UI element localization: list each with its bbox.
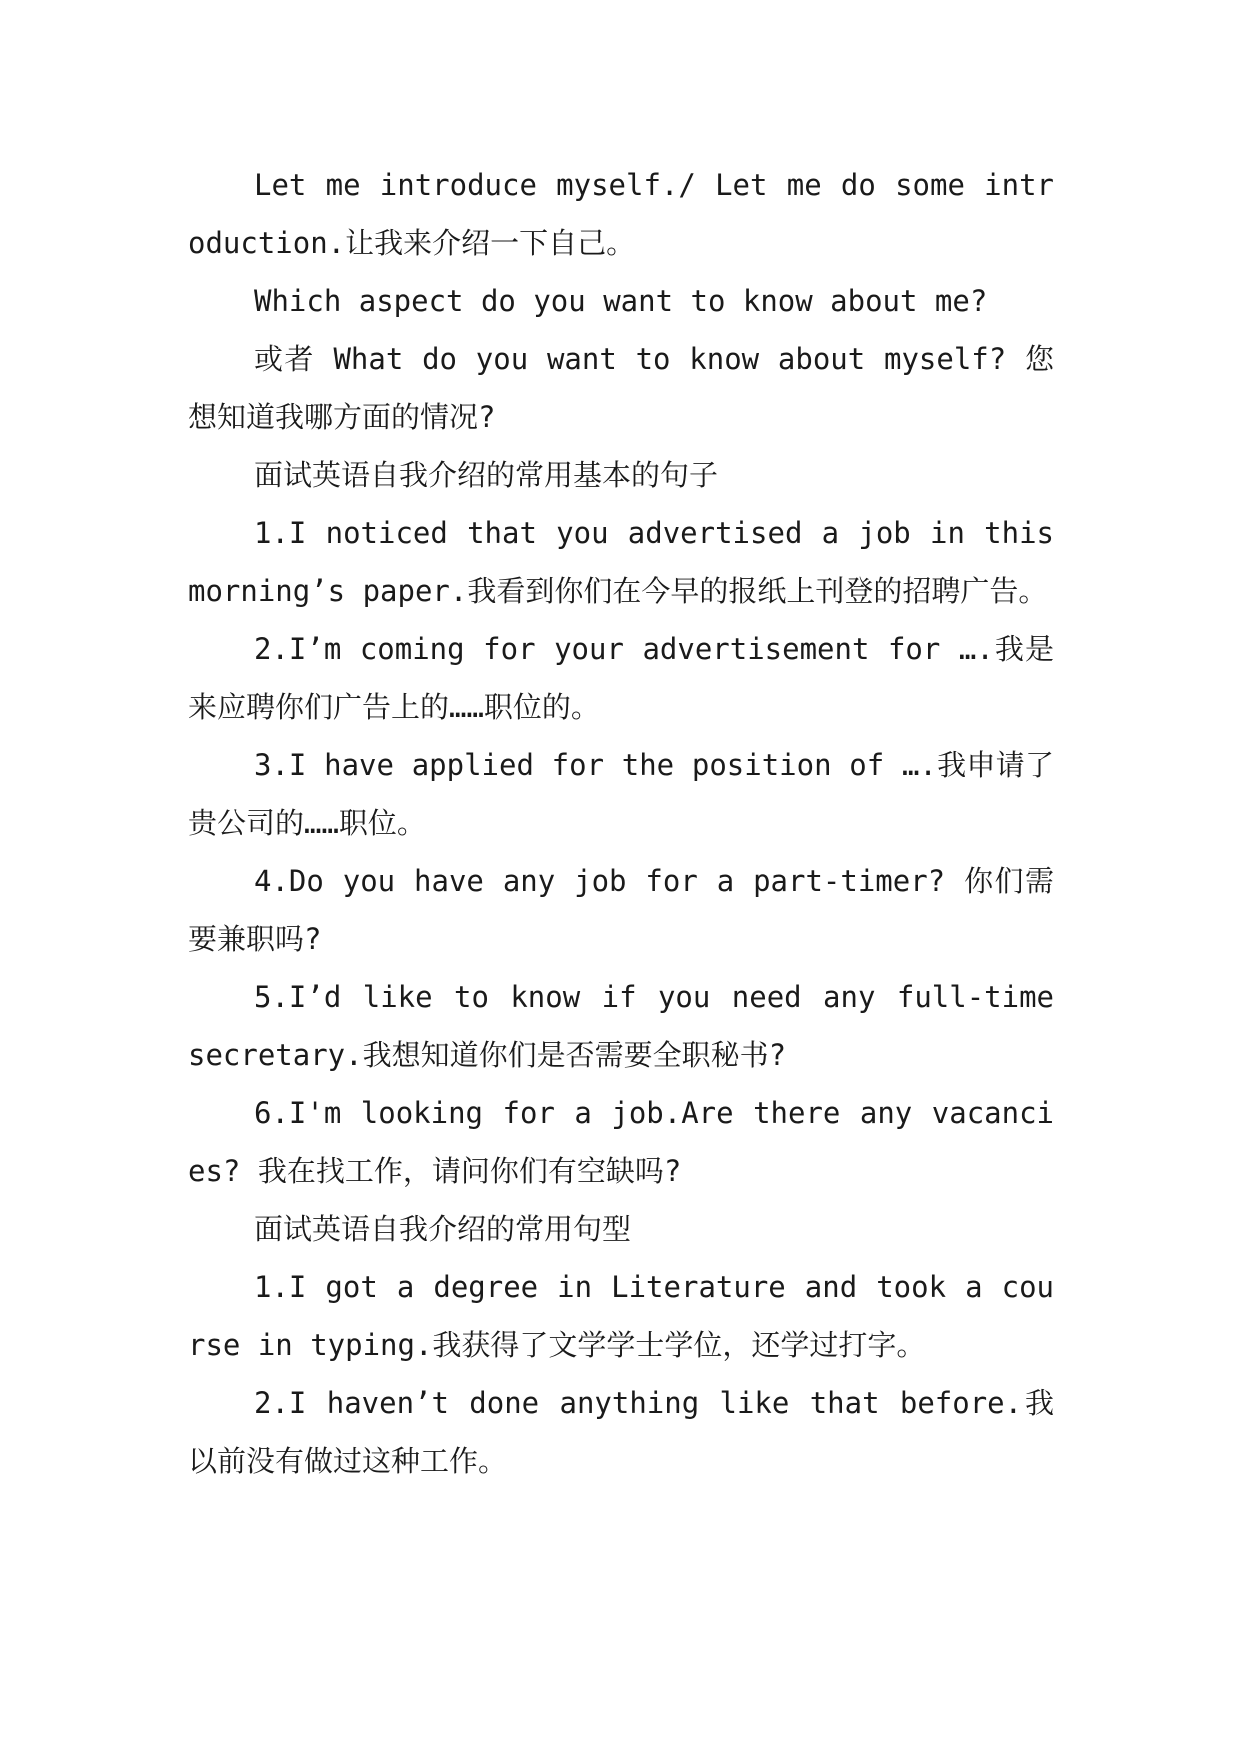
- list-item-4: 4.Do you have any job for a part-timer? 你们需要兼职吗?: [188, 864, 1054, 956]
- pattern-item-1: 1.I got a degree in Literature and took a course in typing.我获得了文学学士学位，还学过打字。: [188, 1270, 1054, 1362]
- list-item-6: 6.I'm looking for a job.Are there any vacancies? 我在找工作，请问你们有空缺吗?: [188, 1096, 1054, 1188]
- paragraph-which-aspect: Which aspect do you want to know about me?: [254, 284, 988, 318]
- paragraph-what-do-you-want: 或者 What do you want to know about myself? 您想知道我哪方面的情况?: [188, 342, 1054, 434]
- section-heading-basic-sentences: 面试英语自我介绍的常用基本的句子: [254, 458, 719, 492]
- list-item-5: 5.I’d like to know if you need any full-time secretary.我想知道你们是否需要全职秘书?: [188, 980, 1054, 1072]
- document-body: [188, 156, 1054, 1490]
- list-item-2: 2.I’m coming for your advertisement for ….我是来应聘你们广告上的……职位的。: [188, 632, 1054, 724]
- pattern-item-2: 2.I haven’t done anything like that before.我以前没有做过这种工作。: [188, 1386, 1054, 1478]
- paragraph-introduce-myself: Let me introduce myself./ Let me do some introduction.让我来介绍一下自己。: [188, 168, 1054, 260]
- section-heading-sentence-patterns: 面试英语自我介绍的常用句型: [254, 1212, 632, 1246]
- list-item-1: 1.I noticed that you advertised a job in this morning’s paper.我看到你们在今早的报纸上刊登的招聘广告。: [188, 516, 1054, 608]
- list-item-3: 3.I have applied for the position of ….我申请了贵公司的……职位。: [188, 748, 1054, 840]
